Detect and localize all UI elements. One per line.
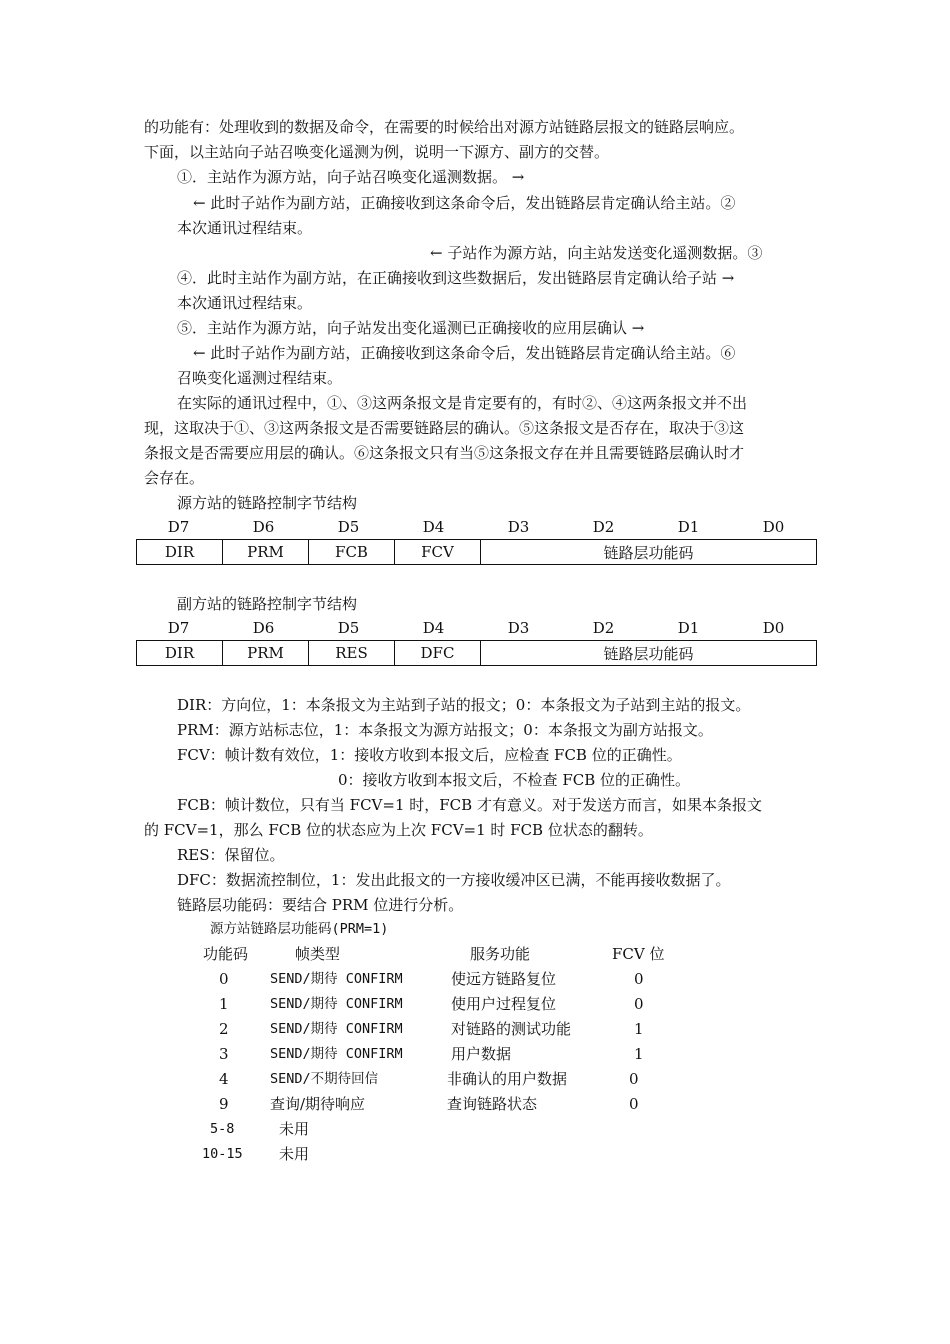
intro-line-1: 的功能有：处理收到的数据及命令，在需要的时候给出对源方站链路层报文的链路层响应。 <box>144 118 745 136</box>
def-fcv-1: FCV：帧计数有效位，1：接收方收到本报文后，应检查 FCB 位的正确性。 <box>177 746 682 764</box>
row-service: 查询链路状态 <box>447 1095 538 1113</box>
explain-line-3: 条报文是否需要应用层的确认。⑥这条报文只有当⑤这条报文存在并且需要链路层确认时才 <box>144 444 745 462</box>
def-prm: PRM：源方站标志位，1：本条报文为源方站报文；0：本条报文为副方站报文。 <box>177 721 713 739</box>
row-fcv: 0 <box>634 995 644 1013</box>
def-dir: DIR：方向位，1：本条报文为主站到子站的报文；0：本条报文为子站到主站的报文。 <box>177 696 751 714</box>
row-fcv: 0 <box>634 970 644 988</box>
bit-label: D1 <box>677 518 700 536</box>
secondary-bit-labels <box>136 618 816 638</box>
row-service: 使用户过程复位 <box>451 995 557 1013</box>
step-6-end: 召唤变化遥测过程结束。 <box>177 369 343 387</box>
row-frame-type: SEND/期待 CONFIRM <box>270 1021 403 1037</box>
row-frame-type: SEND/期待 CONFIRM <box>270 971 403 987</box>
step-6: ← 此时子站作为副方站，正确接收到这条命令后，发出链路层肯定确认给主站。⑥ <box>193 344 736 362</box>
bit-cell-function-code: 链路层功能码 <box>481 641 817 666</box>
secondary-struct-title: 副方站的链路控制字节结构 <box>177 595 358 613</box>
col-header-service: 服务功能 <box>470 945 531 963</box>
bit-label: D6 <box>252 619 275 637</box>
bit-cell-prm: PRM <box>223 540 309 565</box>
row-code: 1 <box>219 995 229 1013</box>
bit-label: D4 <box>422 619 445 637</box>
bit-cell-fcb: FCB <box>309 540 395 565</box>
bit-cell-dfc: DFC <box>395 641 481 666</box>
row-frame-type: SEND/不期待回信 <box>270 1071 379 1087</box>
bit-label: D3 <box>507 619 530 637</box>
bit-label: D5 <box>337 619 360 637</box>
row-service: 用户数据 <box>451 1045 512 1063</box>
secondary-control-byte-table <box>136 640 817 666</box>
row-code: 4 <box>219 1070 229 1088</box>
bit-cell-prm: PRM <box>223 641 309 666</box>
row-code: 10-15 <box>202 1146 243 1162</box>
row-frame-type: SEND/期待 CONFIRM <box>270 1046 403 1062</box>
bit-label: D4 <box>422 518 445 536</box>
def-res: RES：保留位。 <box>177 846 285 864</box>
explain-line-2: 现，这取决于①、③这两条报文是否需要链路层的确认。⑤这条报文是否存在，取决于③这 <box>144 419 745 437</box>
source-control-byte-table <box>136 539 817 565</box>
bit-label: D1 <box>677 619 700 637</box>
row-service: 非确认的用户数据 <box>447 1070 568 1088</box>
step-1: ①．主站作为源方站，向子站召唤变化遥测数据。 → <box>177 168 525 186</box>
explain-line-1: 在实际的通讯过程中，①、③这两条报文是肯定要有的，有时②、④这两条报文并不出 <box>177 394 748 412</box>
bit-label: D0 <box>762 518 785 536</box>
bit-label: D0 <box>762 619 785 637</box>
step-4: ④．此时主站作为副方站，在正确接收到这些数据后，发出链路层肯定确认给子站 → <box>177 269 735 287</box>
row-code: 2 <box>219 1020 229 1038</box>
def-fcb-line-1: FCB：帧计数位，只有当 FCV=1 时，FCB 才有意义。对于发送方而言，如果本条报文 <box>177 796 762 814</box>
source-bit-labels <box>136 517 816 537</box>
row-frame-type: 查询/期待响应 <box>270 1095 366 1113</box>
intro-line-2: 下面，以主站向子站召唤变化遥测为例，说明一下源方、副方的交替。 <box>144 143 610 161</box>
bit-label: D6 <box>252 518 275 536</box>
bit-cell-res: RES <box>309 641 395 666</box>
explain-line-4: 会存在。 <box>144 469 205 487</box>
bit-cell-function-code: 链路层功能码 <box>481 540 817 565</box>
bit-label: D7 <box>167 518 190 536</box>
row-fcv: 0 <box>629 1070 639 1088</box>
col-header-fcv: FCV 位 <box>612 945 665 963</box>
bit-cell-dir: DIR <box>137 540 223 565</box>
row-frame-type: SEND/期待 CONFIRM <box>270 996 403 1012</box>
col-header-code: 功能码 <box>203 945 249 963</box>
def-fcv-0: 0：接收方收到本报文后，不检查 FCB 位的正确性。 <box>338 771 690 789</box>
bit-label: D3 <box>507 518 530 536</box>
row-fcv: 1 <box>634 1045 644 1063</box>
source-struct-title: 源方站的链路控制字节结构 <box>177 494 358 512</box>
def-fcb-line-2: 的 FCV=1，那么 FCB 位的状态应为上次 FCV=1 时 FCB 位状态的翻转。 <box>144 821 653 839</box>
step-2-end: 本次通讯过程结束。 <box>177 219 313 237</box>
row-frame-type: 未用 <box>279 1145 310 1163</box>
row-code: 0 <box>219 970 229 988</box>
row-frame-type: 未用 <box>279 1120 310 1138</box>
def-function-code: 链路层功能码：要结合 PRM 位进行分析。 <box>177 896 464 914</box>
bit-label: D2 <box>592 518 615 536</box>
bit-cell-fcv: FCV <box>395 540 481 565</box>
bit-label: D5 <box>337 518 360 536</box>
bit-cell-dir: DIR <box>137 641 223 666</box>
row-service: 使远方链路复位 <box>451 970 557 988</box>
step-5: ⑤．主站作为源方站，向子站发出变化遥测已正确接收的应用层确认 → <box>177 319 645 337</box>
row-code: 9 <box>219 1095 229 1113</box>
row-code: 3 <box>219 1045 229 1063</box>
row-code: 5-8 <box>210 1121 235 1137</box>
step-4-end: 本次通讯过程结束。 <box>177 294 313 312</box>
step-3: ← 子站作为源方站，向主站发送变化遥测数据。③ <box>430 244 763 262</box>
step-2: ← 此时子站作为副方站，正确接收到这条命令后，发出链路层肯定确认给主站。② <box>193 194 736 212</box>
row-service: 对链路的测试功能 <box>451 1020 572 1038</box>
func-table-title: 源方站链路层功能码(PRM=1) <box>210 921 389 937</box>
row-fcv: 1 <box>634 1020 644 1038</box>
row-fcv: 0 <box>629 1095 639 1113</box>
def-dfc: DFC：数据流控制位，1：发出此报文的一方接收缓冲区已满，不能再接收数据了。 <box>177 871 731 889</box>
bit-label: D7 <box>167 619 190 637</box>
bit-label: D2 <box>592 619 615 637</box>
col-header-frame-type: 帧类型 <box>295 945 341 963</box>
